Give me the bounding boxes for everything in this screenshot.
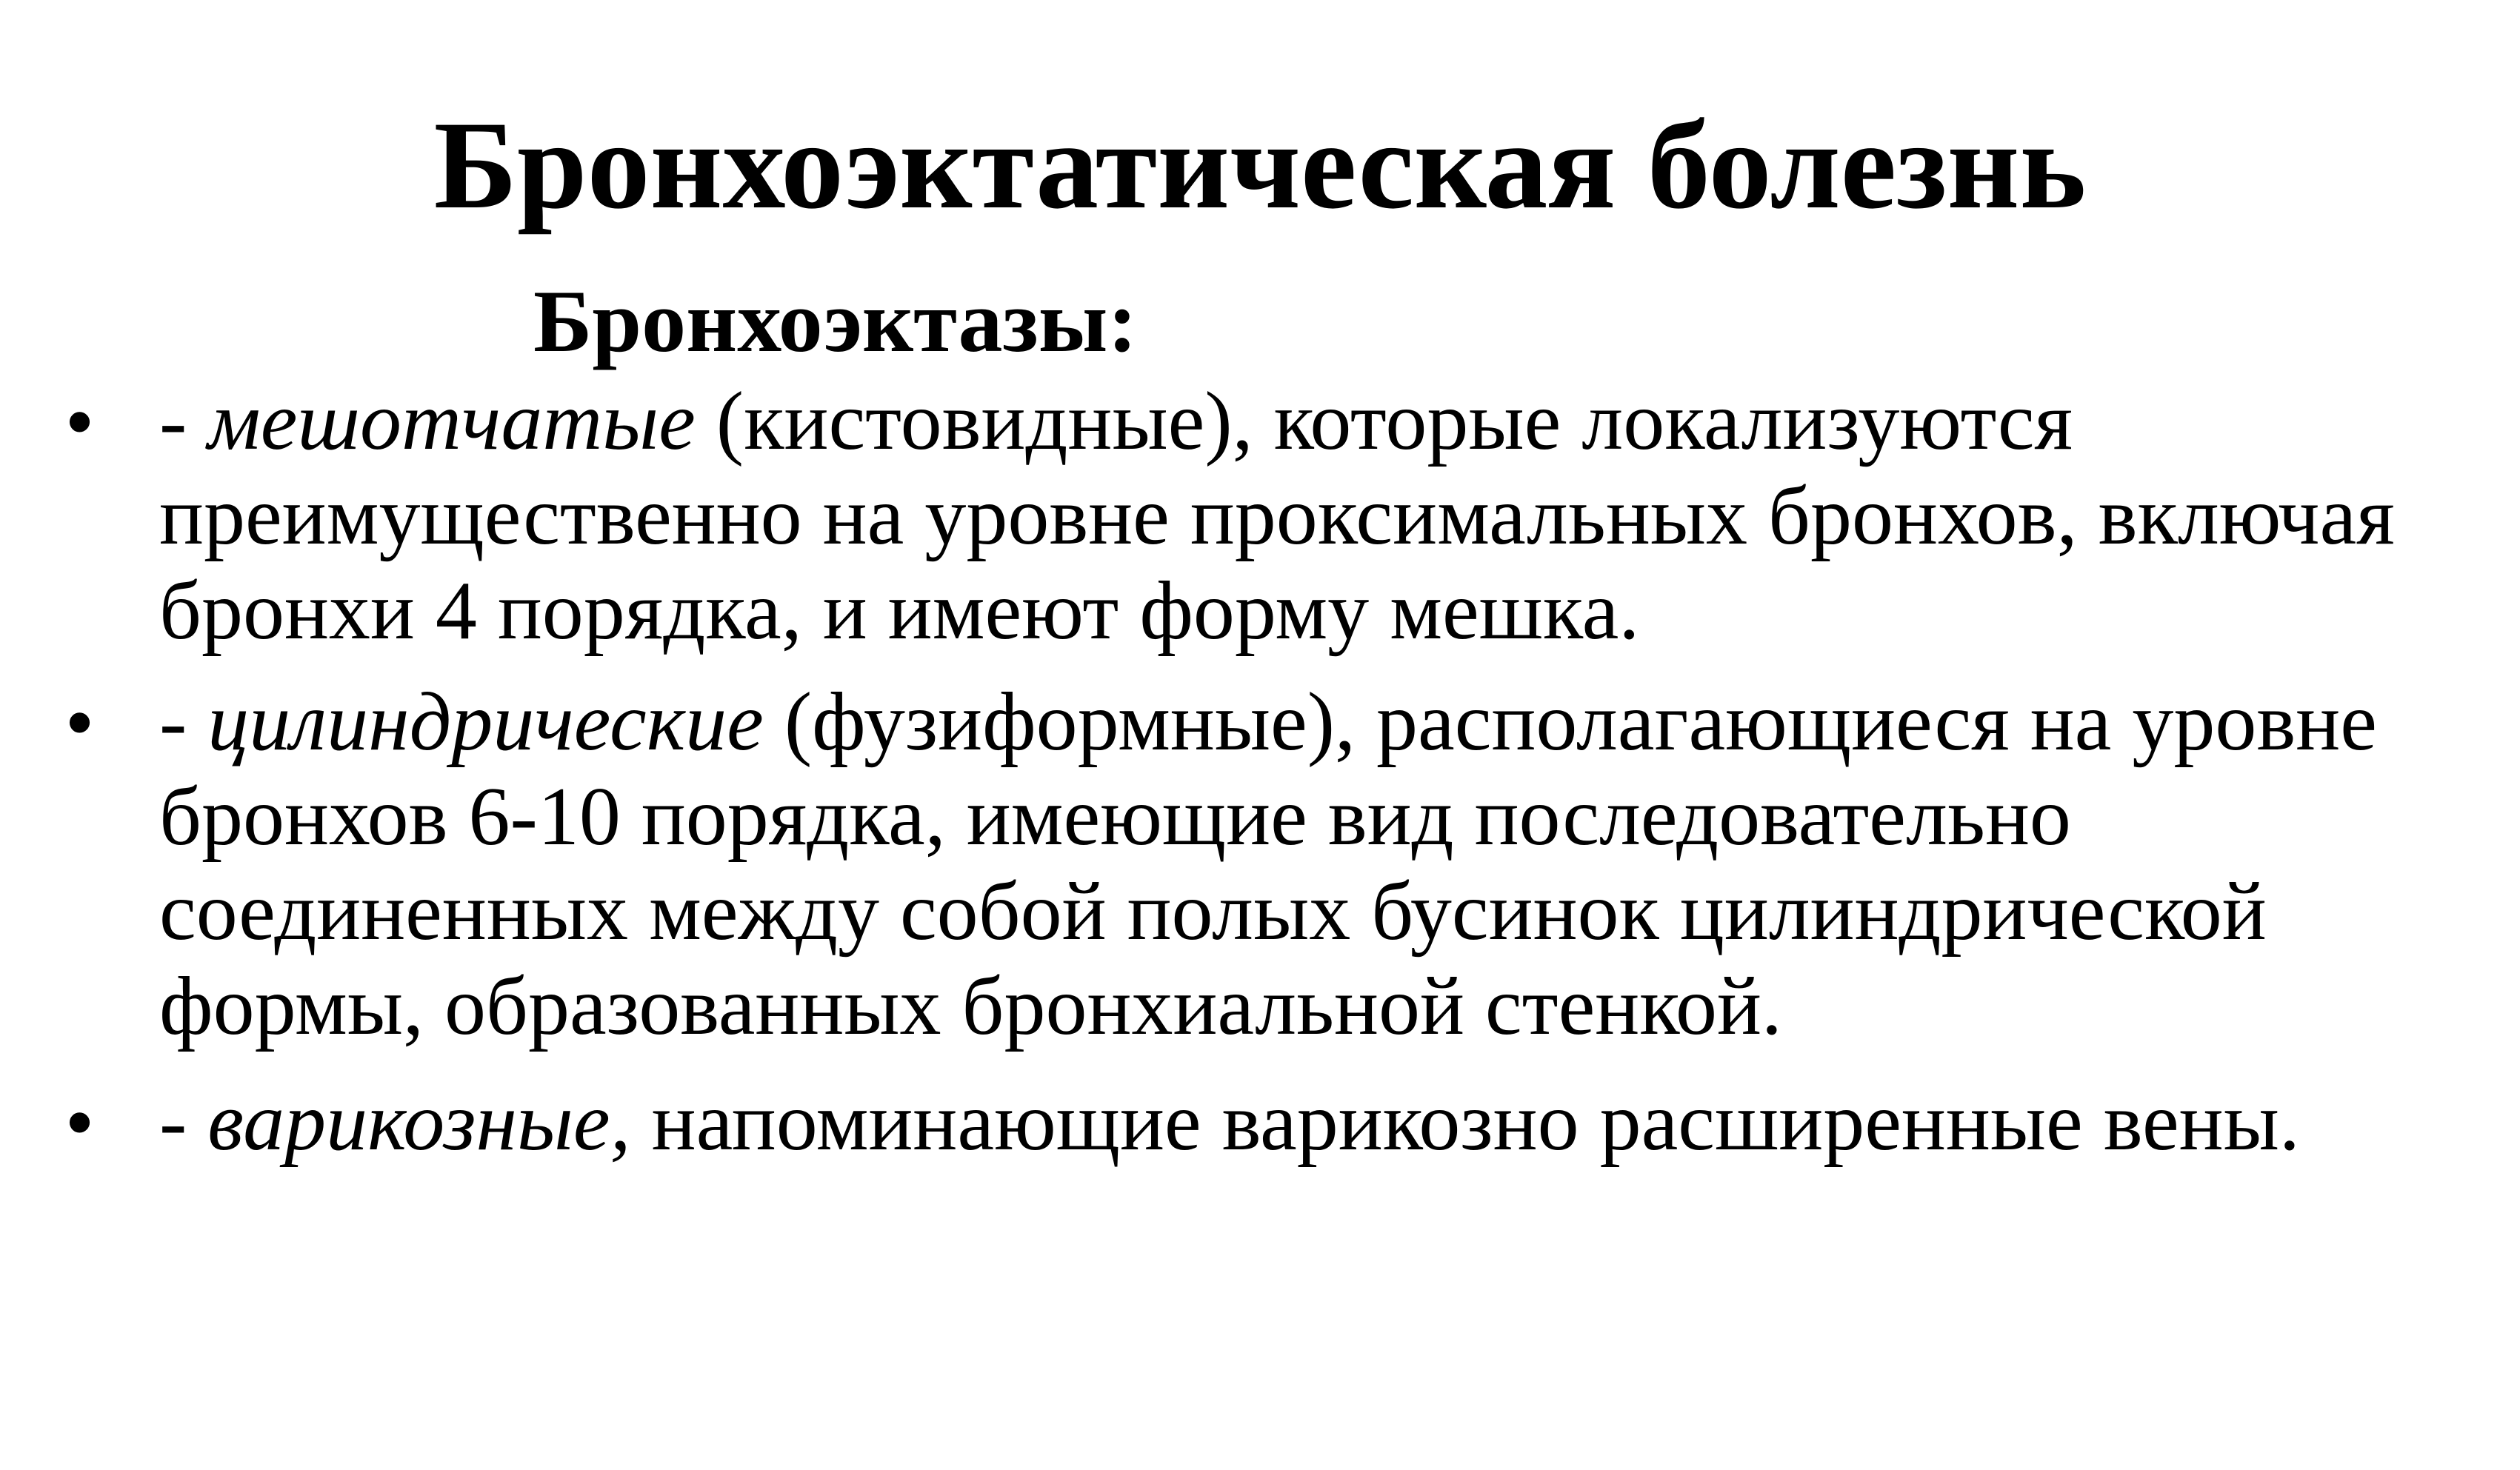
bullet-item-saccular [52,374,2467,658]
bullet-term: цилиндрические [207,676,764,768]
bullet-item-cylindrical [52,675,2467,1054]
bullet-icon: • [67,1080,93,1163]
bullet-item-varicose [52,1075,2467,1169]
bullet-icon: • [67,380,93,463]
bullet-text: напоминающие варикозно расширенные вены. [630,1076,2300,1168]
bullet-icon: • [67,681,93,764]
bullet-term: мешотчатые [207,375,696,467]
bullet-dash: - [159,676,208,768]
bullet-term: варикозные, [207,1076,631,1168]
bullet-list [52,374,2467,1186]
bullet-dash: - [159,375,208,467]
bullet-text: (фузиформные), располагающиеся на уровне бронхов 6-10 порядка, имеющие вид последовательно соединенных между собой полых бусинок цилиндрической формы, образованных бронхиальной стенкой. [159,676,2377,1052]
slide-subtitle: Бронхоэктазы: [533,272,1138,370]
bullet-dash: - [159,1076,208,1168]
slide-title: Бронхоэктатическая болезнь [433,96,2087,235]
bullet-text: (кистовидные), которые локализуются преимущественно на уровне проксимальных бронхов, включая бронхи 4 порядка, и имеют форму мешка. [159,375,2395,657]
